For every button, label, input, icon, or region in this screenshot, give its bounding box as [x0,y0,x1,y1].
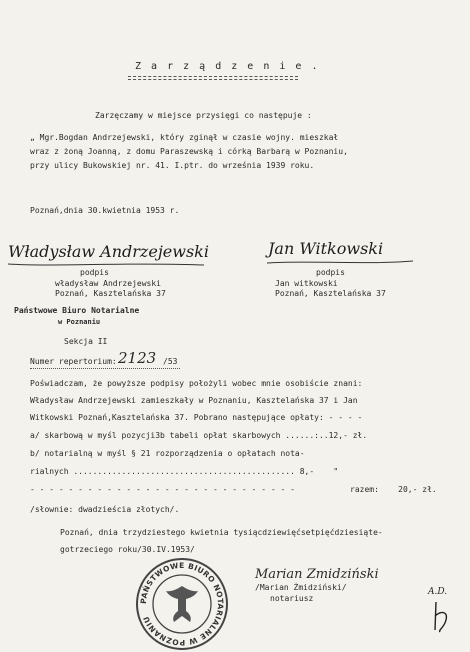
fee-stamp-duty: a/ skarbową w myśl pozycji3b tabeli opłat skarbowych ......:..12,- zł. [30,431,368,440]
official-round-seal [134,556,230,652]
handwritten-signature-left: Władysław Andrzejewski [8,242,209,261]
office-stamp-section: Sekcja II [64,337,108,346]
fee-in-words: /słownie: dwadzieścia złotych/. [30,505,180,514]
intro-text: Zarzęczamy w miejsce przysięgi co następuje : [95,111,312,120]
title-underline [128,76,298,77]
signature-caption-right: podpis [316,268,345,277]
certification-line-1: Poświadczam, że powyższe podpisy położyli wobec mnie osobiście znani: [30,379,363,388]
title-underline-2 [128,79,298,80]
notary-title: notariusz [270,594,314,603]
repertory-number: 2123 [118,349,157,367]
statement-line-2: wraz z żoną Joanną, z domu Paraszewską i córką Barbarą w Poznaniu, [30,147,348,156]
office-stamp-line-1: Państwowe Biuro Notarialne [14,306,140,315]
notary-name: /Marian Żmidziński/ [255,583,347,592]
repertory-label: Numer repertorium: [30,357,117,366]
office-stamp-line-2: w Poznaniu [58,318,101,326]
signature-underline-right [265,258,415,266]
signer-name-left: władysław Andrzejewski [55,279,161,288]
fee-total: razem: 20,- zł. [350,485,437,494]
signer-name-right: Jan witkowski [275,279,338,288]
fee-notarial-line-2: rialnych .............................................. 8,- " [30,467,339,476]
fee-dashes: - - - - - - - - - - - - - - - - - - - - - - - - - - - - [30,485,295,494]
corner-initials: A.D. [428,587,448,597]
closing-line-1: Poznań, dnia trzydziestego kwietnia tysiącdziewięćsetpięćdziesiąte- [60,528,383,537]
signature-underline-left [6,260,206,268]
eagle-emblem-icon [166,586,198,622]
signer-address-right: Poznań, Kasztelańska 37 [275,289,386,298]
statement-line-3: przy ulicy Bukowskiej nr. 41. I.ptr. do września 1939 roku. [30,161,315,170]
signature-caption-left: podpis [80,268,109,277]
certification-line-3: Witkowski Poznań,Kasztelańska 37. Pobrano następujące opłaty: - - - - [30,413,363,422]
signer-address-left: Poznań, Kasztelańska 37 [55,289,166,298]
corner-paraph [430,600,454,634]
seal-ring-text: PAŃSTWOWE BIURO NOTARIALNE W POZNANIU [138,560,226,648]
place-date: Poznań,dnia 30.kwietnia 1953 r. [30,206,180,215]
certification-line-2: Władysław Andrzejewski zamieszkały w Poznaniu, Kasztelańska 37 i Jan [30,396,358,405]
document-title: Z a r z ą d z e n i e . [135,61,320,72]
repertory-suffix: /53 [163,357,178,366]
statement-line-1: „ Mgr.Bogdan Andrzejewski, który zginął w czasie wojny. mieszkał [30,133,339,142]
handwritten-signature-right: Jan Witkowski [268,239,384,258]
notary-handwritten-signature: Marian Zmidziński [255,567,379,582]
closing-line-2: gotrzeciego roku/30.IV.1953/ [60,545,195,554]
fee-notarial-line-1: b/ notarialną w myśl § 21 rozporządzenia o opłatach nota- [30,449,305,458]
repertory-underline [30,368,180,369]
